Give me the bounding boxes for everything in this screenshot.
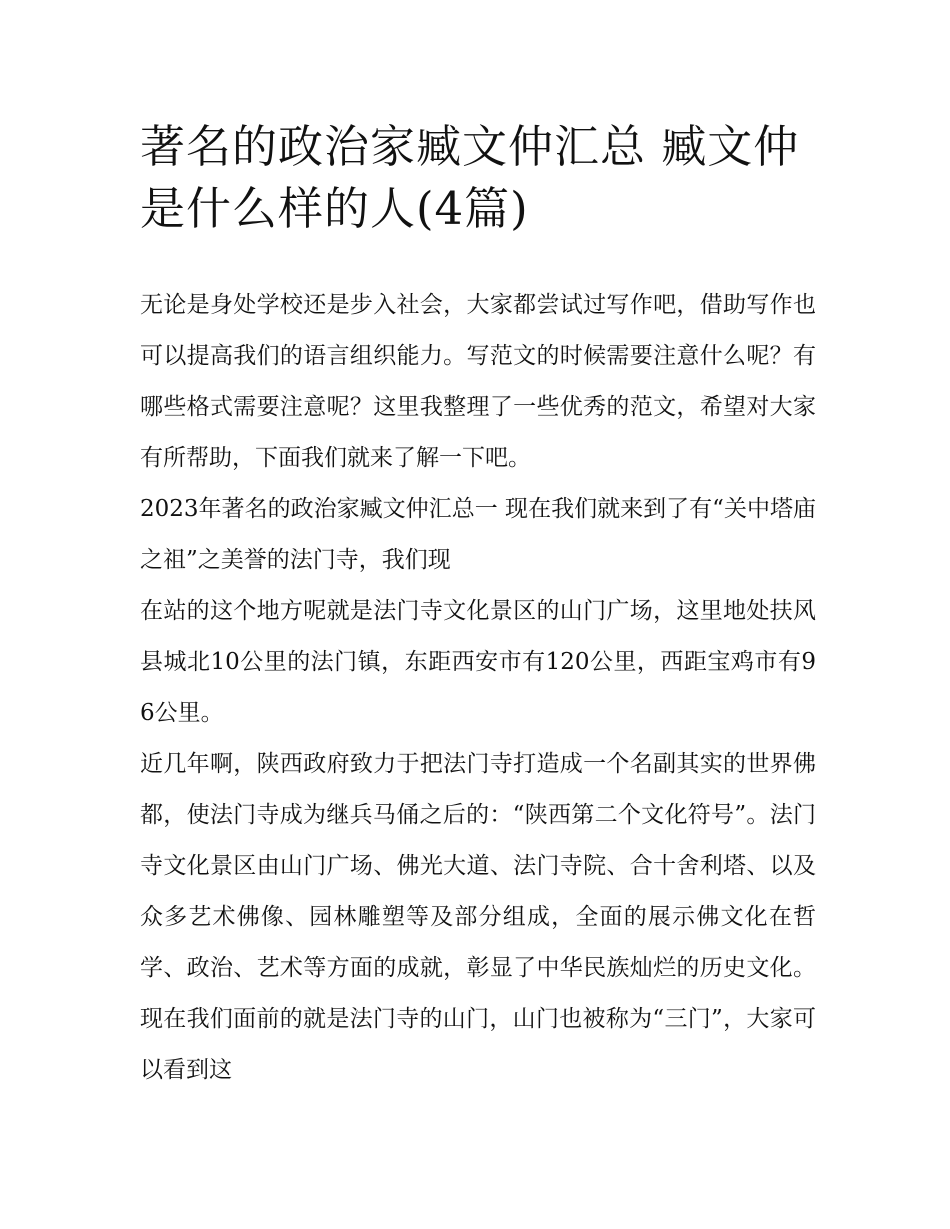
- paragraph-intro: 无论是身处学校还是步入社会，大家都尝试过写作吧，借助写作也可以提高我们的语言组织能力。写范文的时候需要注意什么呢？有哪些格式需要注意呢？这里我整理了一些优秀的范文，希望对大家有所帮助，下面我们就来了解一下吧。: [140, 292, 816, 471]
- paragraph-location: 在站的这个地方呢就是法门寺文化景区的山门广场，这里地处扶风县城北10公里的法门镇，东距西安市有120公里，西距宝鸡市有96公里。: [140, 598, 816, 726]
- paragraph-description: 近几年啊，陕西政府致力于把法门寺打造成一个名副其实的世界佛都，使法门寺成为继兵马俑之后的：“陕西第二个文化符号”。法门寺文化景区由山门广场、佛光大道、法门寺院、合十舍利塔、以及众多艺术佛像、园林雕塑等及部分组成，全面的展示佛文化在哲学、政治、艺术等方面的成就，彰显了中华民族灿烂的历史文化。现在我们面前的就是法门寺的山门，山门也被称为“三门”，大家可以看到这: [140, 751, 816, 1083]
- paragraph-section-one-heading: 2023年著名的政治家臧文仲汇总一 现在我们就来到了有“关中塔庙之祖”之美誉的法门寺，我们现: [140, 496, 816, 573]
- document-title: 著名的政治家臧文仲汇总 臧文仲是什么样的人(4篇): [140, 120, 800, 235]
- document-body: [140, 280, 816, 1096]
